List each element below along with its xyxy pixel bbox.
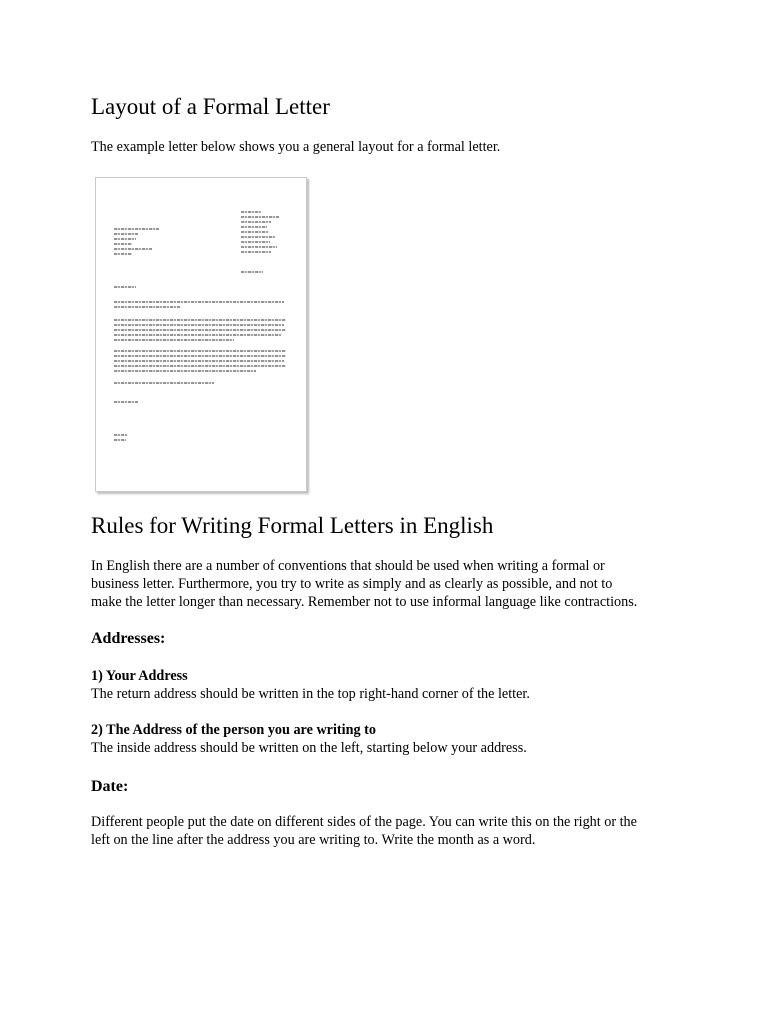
sender-address-line <box>241 226 267 228</box>
date-line <box>241 271 263 273</box>
recipient-address-line <box>114 253 132 255</box>
body-text-line <box>114 355 286 357</box>
sender-address-line <box>241 246 277 248</box>
sender-address-line <box>241 241 270 243</box>
body-text-line <box>114 382 214 384</box>
signature-name-line <box>114 434 128 436</box>
sample-letter-image <box>95 177 307 492</box>
your-address-block <box>91 667 681 703</box>
recipient-address-title: 2) The Address of the person you are writing to <box>91 722 376 738</box>
body-text-line <box>114 319 286 321</box>
body-text-line <box>114 360 284 362</box>
recipient-address-line <box>114 238 136 240</box>
rules-intro-line-3: make the letter longer than necessary. Remember not to use informal language like contractions. <box>91 594 638 610</box>
recipient-address-text: The inside address should be written on the left, starting below your address. <box>91 740 527 756</box>
body-text-line <box>114 365 286 367</box>
sender-address-line <box>241 216 279 218</box>
your-address-text: The return address should be written in the top right-hand corner of the letter. <box>91 686 530 702</box>
body-text-line <box>114 350 286 352</box>
date-text-line-1: Different people put the date on different sides of the page. You can write this on the right or the <box>91 814 637 830</box>
body-text-line <box>114 324 284 326</box>
sender-address-line <box>241 236 275 238</box>
recipient-address-block <box>91 721 681 757</box>
body-text-line <box>114 301 284 303</box>
recipient-address-line <box>114 243 132 245</box>
recipient-address-line <box>114 233 138 235</box>
sender-address-line <box>241 251 271 253</box>
signature-name-line <box>114 439 126 441</box>
rules-intro-line-2: business letter. Furthermore, you try to write as simply and as clearly as possible, and not to <box>91 576 613 592</box>
salutation-line <box>114 286 136 288</box>
body-text-line <box>114 329 286 331</box>
date-text-line-2: left on the line after the address you are writing to. Write the month as a word. <box>91 832 536 848</box>
body-text-line <box>114 339 234 341</box>
recipient-address-line <box>114 248 152 250</box>
addresses-heading: Addresses: <box>91 630 166 647</box>
body-text-line <box>114 334 282 336</box>
sender-address-line <box>241 231 269 233</box>
layout-intro-text: The example letter below shows you a general layout for a formal letter. <box>91 139 501 155</box>
sender-address-line <box>241 221 271 223</box>
sign-off-line <box>114 401 138 403</box>
body-text-line <box>114 306 180 308</box>
date-heading: Date: <box>91 778 129 795</box>
section-title-rules: Rules for Writing Formal Letters in English <box>91 513 494 538</box>
your-address-title: 1) Your Address <box>91 668 188 684</box>
section-title-layout: Layout of a Formal Letter <box>91 94 330 119</box>
body-text-line <box>114 370 256 372</box>
rules-intro-line-1: In English there are a number of conventions that should be used when writing a formal or <box>91 558 605 574</box>
recipient-address-line <box>114 228 159 230</box>
sender-address-line <box>241 211 261 213</box>
